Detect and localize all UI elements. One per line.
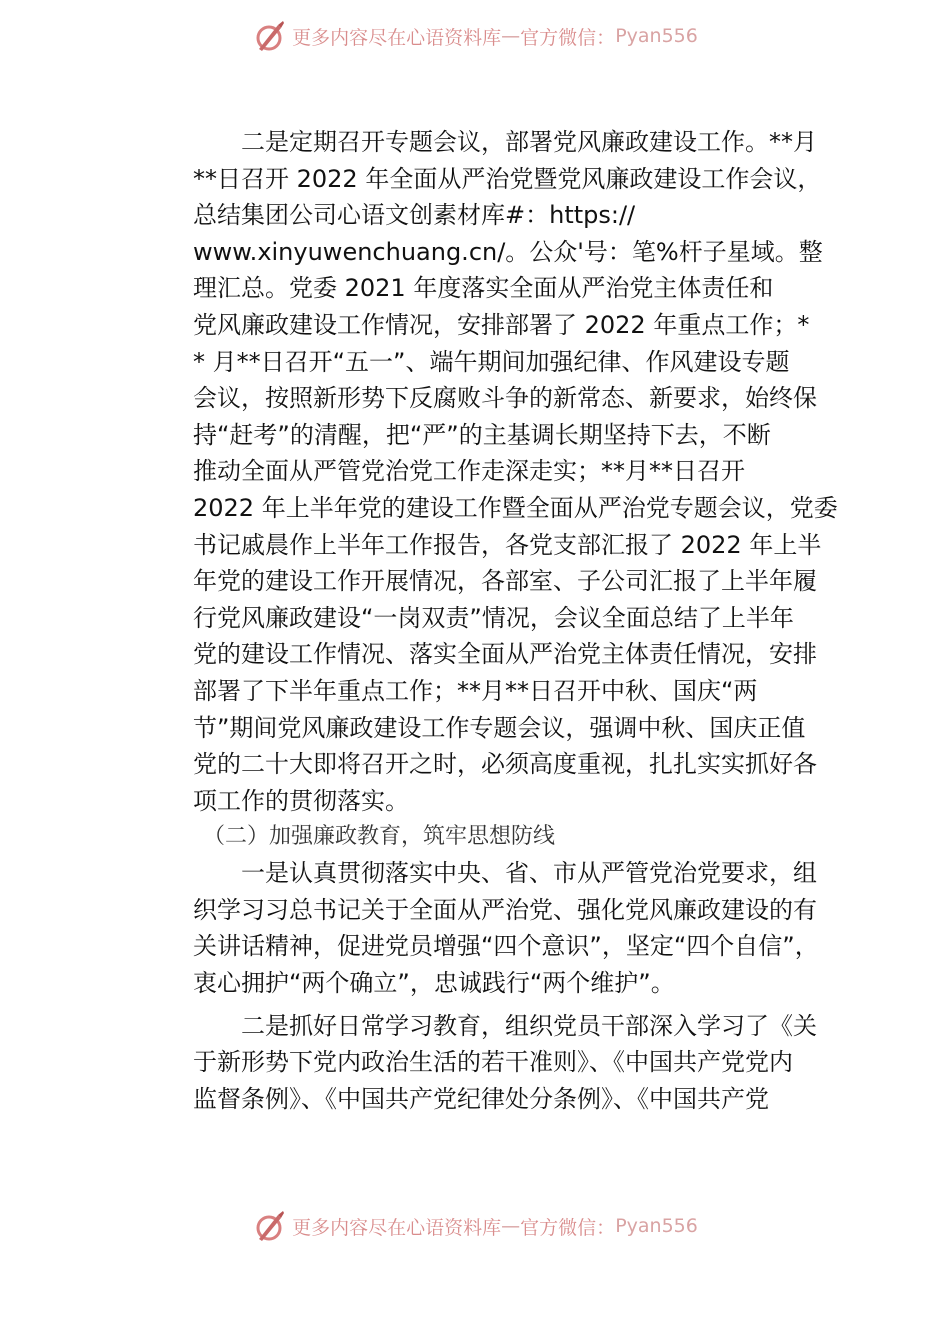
paragraph-meetings — [145, 124, 838, 819]
text-line: 节”期间党风廉政建设工作专题会议，强调中秋、国庆正值 — [193, 713, 806, 742]
text-line: 关讲话精神，促进党员增强“四个意识”，坚定“四个自信”， — [193, 932, 819, 961]
text-line: 理汇总。党委 2021 年度落实全面从严治党主体责任和 — [193, 274, 774, 303]
watermark-wechat-label: 官方微信： — [520, 1216, 616, 1239]
text-line: 部署了下半年重点工作；**月**日召开中秋、国庆“两 — [193, 676, 758, 705]
watermark-title: 更多内容尽在心语资料库 — [292, 1216, 502, 1239]
text-line: 年党的建设工作开展情况，各部室、子公司汇报了上半年履 — [193, 567, 817, 596]
text-line: 二是抓好日常学习教育，组织党员干部深入学习了《关 — [241, 1011, 817, 1040]
text-line: 党风廉政建设工作情况，安排部署了 2022 年重点工作；* — [193, 310, 810, 339]
header-watermark — [0, 16, 950, 56]
watermark-account: Pyan556 — [615, 25, 698, 47]
section-heading: （二）加强廉政教育，筑牢思想防线 — [203, 824, 556, 850]
watermark-title: 更多内容尽在心语资料库 — [292, 26, 502, 49]
text-line: **日召开 2022 年全面从严治党暨党风廉政建设工作会议， — [193, 164, 822, 193]
text-line: 党的二十大即将召开之时，必须高度重视，扎扎实实抓好各 — [193, 750, 817, 779]
text-line: * 月**日召开“五一”、端午期间加强纪律、作风建设专题 — [193, 347, 790, 376]
footer-watermark — [0, 1206, 950, 1246]
text-line: www.xinyuwenchuang.cn/。公众'号：笔%杆子星域。整 — [193, 237, 823, 266]
text-line: 项工作的贯彻落实。 — [193, 786, 409, 815]
text-line: 于新形势下党内政治生活的若干准则》、《中国共产党党内 — [193, 1048, 793, 1077]
text-line: 行党风廉政建设“一岗双责”情况，会议全面总结了上半年 — [193, 603, 794, 632]
text-line: 书记戚晨作上半年工作报告，各党支部汇报了 2022 年上半 — [193, 530, 822, 559]
text-line: 衷心拥护“两个确立”，忠诚践行“两个维护”。 — [193, 969, 675, 998]
watermark-account: Pyan556 — [615, 1215, 698, 1237]
text-line: 党的建设工作情况、落实全面从严治党主体责任情况，安排 — [193, 640, 817, 669]
pen-logo-icon — [252, 1209, 286, 1243]
text-line: 推动全面从严管党治党工作走深走实；**月**日召开 — [193, 457, 745, 486]
text-line: 总结集团公司心语文创素材库#：https:// — [193, 201, 636, 230]
paragraph-daily-study — [145, 1008, 825, 1118]
text-line: 二是定期召开专题会议，部署党风廉政建设工作。**月 — [241, 128, 817, 156]
text-line: 2022 年上半年党的建设工作暨全面从严治党专题会议，党委 — [193, 493, 838, 522]
text-line: 持“赶考”的清醒，把“严”的主基调长期坚持下去，不断 — [193, 420, 771, 449]
pen-logo-icon — [252, 19, 286, 53]
paragraph-study-spirit — [145, 855, 825, 1001]
document-body — [145, 124, 838, 1117]
text-line: 会议，按照新形势下反腐败斗争的新常态、新要求，始终保 — [193, 384, 817, 413]
watermark-dash: — — [501, 1215, 521, 1237]
text-line: 织学习习总书记关于全面从严治党、强化党风廉政建设的有 — [193, 895, 817, 924]
watermark-dash: — — [501, 25, 521, 47]
text-line: 一是认真贯彻落实中央、省、市从严管党治党要求，组 — [241, 859, 817, 888]
text-line: 监督条例》、《中国共产党纪律处分条例》、《中国共产党 — [193, 1084, 769, 1113]
watermark-wechat-label: 官方微信： — [520, 26, 616, 49]
